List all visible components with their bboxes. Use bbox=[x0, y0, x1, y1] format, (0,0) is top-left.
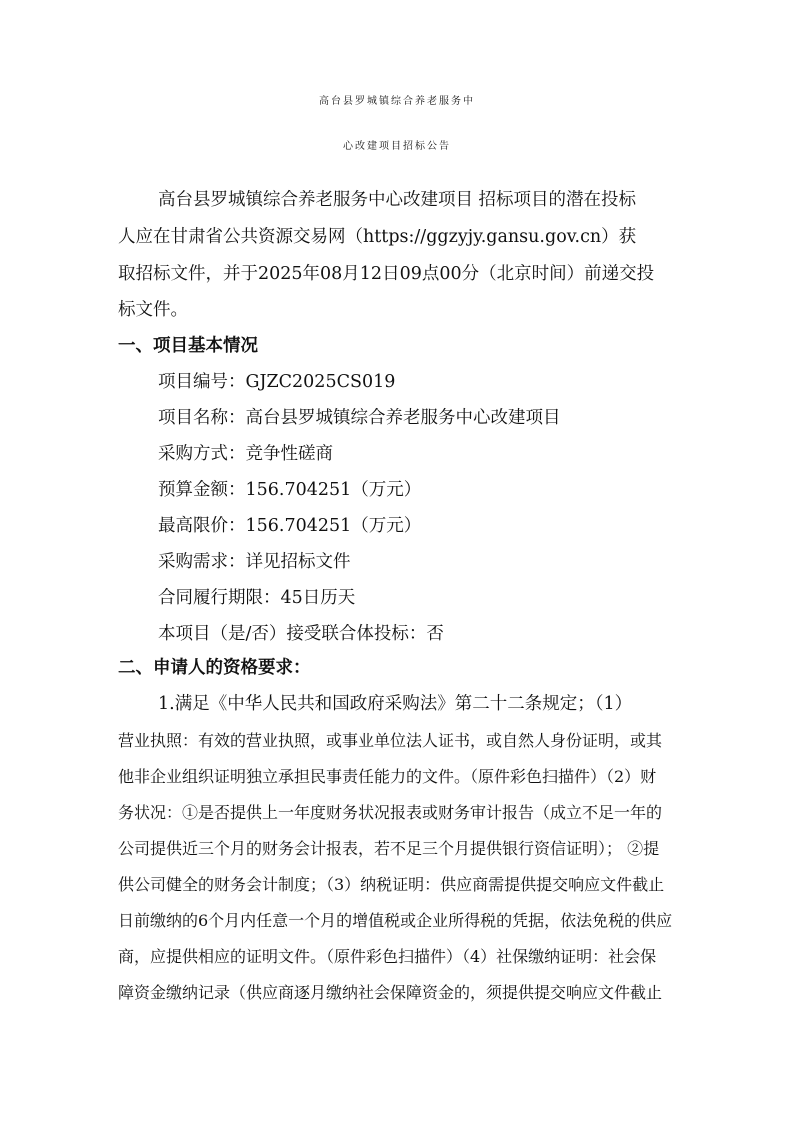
doc-title-line-2: 心改建项目招标公告 bbox=[343, 141, 451, 152]
info-item: 项目编号：GJZC2025CS019 bbox=[158, 372, 396, 392]
info-item: 最高限价：156.704251（万元） bbox=[158, 516, 422, 536]
qualification-line: 营业执照：有效的营业执照，或事业单位法人证书，或自然人身份证明，或其 bbox=[118, 731, 663, 750]
qualification-line: 1.满足《中华人民共和国政府采购法》第二十二条规定；（1） bbox=[158, 694, 633, 714]
info-item: 采购需求：详见招标文件 bbox=[158, 552, 351, 572]
qualification-line: 公司提供近三个月的财务会计报表，若不足三个月提供银行资信证明）； ②提 bbox=[118, 839, 660, 858]
intro-line: 高台县罗城镇综合养老服务中心改建项目 招标项目的潜在投标 bbox=[158, 190, 637, 210]
intro-line: 人应在甘肃省公共资源交易网（https://ggzyjy.gansu.gov.cn）获 bbox=[118, 227, 637, 247]
info-item: 项目名称：高台县罗城镇综合养老服务中心改建项目 bbox=[158, 408, 561, 428]
section-heading: 二、申请人的资格要求： bbox=[118, 658, 311, 678]
info-item: 预算金额：156.704251（万元） bbox=[158, 480, 422, 500]
section-heading: 一、项目基本情况 bbox=[118, 336, 258, 356]
info-item: 采购方式：竞争性磋商 bbox=[158, 444, 333, 464]
qualification-line: 障资金缴纳记录（供应商逐月缴纳社会保障资金的，须提供提交响应文件截止 bbox=[118, 983, 663, 1002]
qualification-line: 供公司健全的财务会计制度；（3）纳税证明：供应商需提供提交响应文件截止 bbox=[118, 875, 665, 894]
qualification-line: 他非企业组织证明独立承担民事责任能力的文件。（原件彩色扫描件）（2）财 bbox=[118, 767, 657, 786]
info-item: 本项目（是/否）接受联合体投标：否 bbox=[158, 624, 444, 644]
qualification-line: 务状况：①是否提供上一年度财务状况报表或财务审计报告（成立不足一年的 bbox=[118, 803, 663, 822]
intro-line: 标文件。 bbox=[118, 300, 188, 320]
qualification-line: 商，应提供相应的证明文件。（原件彩色扫描件）（4）社保缴纳证明：社会保 bbox=[118, 947, 657, 966]
qualification-line: 日前缴纳的6个月内任意一个月的增值税或企业所得税的凭据，依法免税的供应 bbox=[118, 911, 673, 930]
intro-line: 取招标文件，并于2025年08月12日09点00分（北京时间）前递交投 bbox=[118, 264, 655, 284]
info-item: 合同履行期限：45日历天 bbox=[158, 588, 356, 608]
doc-title-line-1: 高台县罗城镇综合养老服务中 bbox=[319, 96, 475, 107]
